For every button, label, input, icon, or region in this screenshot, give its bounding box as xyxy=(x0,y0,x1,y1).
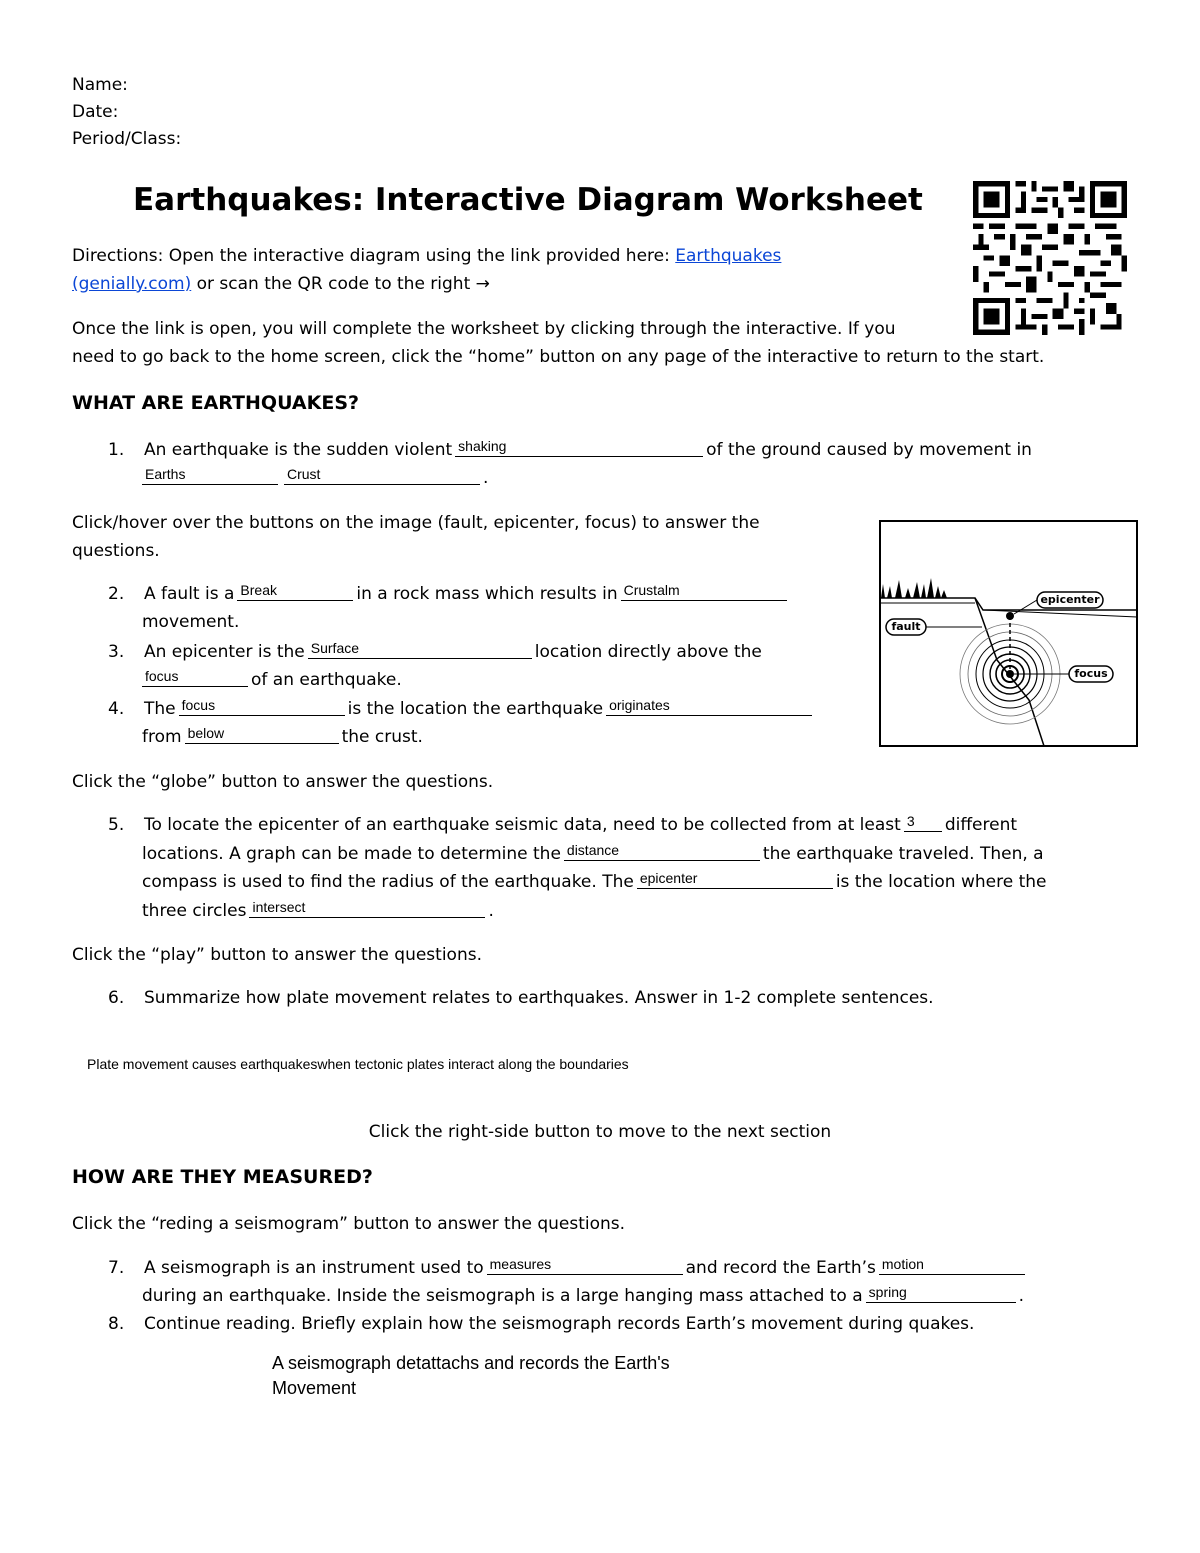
answer-text: Earths xyxy=(145,466,186,482)
answer-text: focus xyxy=(145,668,179,684)
question-text: An epicenter is the xyxy=(144,642,305,662)
question-text: A seismograph is an instrument used to xyxy=(144,1258,484,1278)
answer-blank[interactable] xyxy=(904,813,942,832)
answer-text: distance xyxy=(566,842,620,858)
question-text: of the ground caused by movement in xyxy=(706,440,1032,460)
hover-instruction-line1: Click/hover over the buttons on the image (fault, epicenter, focus) to answer the xyxy=(72,513,760,533)
answer-blank[interactable] xyxy=(606,697,812,716)
question-text: of an earthquake. xyxy=(251,670,402,690)
answer-text: focus xyxy=(181,697,216,713)
punctuation: . xyxy=(1018,1286,1025,1306)
answer-blank[interactable] xyxy=(284,466,480,485)
question-number: 5. xyxy=(108,815,125,835)
question-text: the crust. xyxy=(341,727,423,747)
answer-blank[interactable] xyxy=(308,640,532,659)
question-5-line4 xyxy=(142,897,494,925)
question-1-line1 xyxy=(72,436,1032,464)
question-text: locations. A graph can be made to determine the xyxy=(142,844,561,864)
question-7-line2 xyxy=(142,1282,1024,1310)
answer-blank[interactable] xyxy=(142,466,278,485)
answer-text: shaking xyxy=(458,438,507,454)
focus-label-button[interactable]: focus xyxy=(1074,667,1108,680)
directions-text: Directions: Open the interactive diagram using the link provided here: xyxy=(72,246,676,266)
earthquakes-link[interactable]: Earthquakes xyxy=(675,246,782,266)
question-text: the earthquake traveled. Then, a xyxy=(762,844,1044,864)
question-text: The xyxy=(144,699,176,719)
answer-blank[interactable] xyxy=(185,725,339,744)
answer-text: motion xyxy=(881,1256,924,1272)
answer-blank[interactable] xyxy=(179,697,345,716)
question-2-line2: movement. xyxy=(142,612,240,632)
question-text: and record the Earth’s xyxy=(685,1258,876,1278)
question-8-answer[interactable] xyxy=(272,1351,670,1401)
answer-text: measures xyxy=(489,1256,552,1272)
seismogram-instruction: Click the “reding a seismogram” button to answer the questions. xyxy=(72,1214,626,1234)
section-heading-what-are-earthquakes: WHAT ARE EARTHQUAKES? xyxy=(72,392,360,414)
question-number: 7. xyxy=(108,1258,125,1278)
globe-instruction: Click the “globe” button to answer the questions. xyxy=(72,772,494,792)
directions-text-after: or scan the QR code to the right → xyxy=(191,274,490,294)
answer-blank[interactable] xyxy=(487,1256,683,1275)
question-text: To locate the epicenter of an earthquake seismic data, need to be collected from at least xyxy=(144,815,901,835)
answer-text: intersect xyxy=(252,899,306,915)
answer-blank[interactable] xyxy=(455,438,703,457)
answer-blank[interactable] xyxy=(866,1284,1016,1303)
question-text: three circles xyxy=(142,901,247,921)
answer-text: originates xyxy=(609,697,670,713)
question-text: during an earthquake. Inside the seismograph is a large hanging mass attached to a xyxy=(142,1286,863,1306)
epicenter-label-button[interactable]: epicenter xyxy=(1040,593,1100,606)
question-text: in a rock mass which results in xyxy=(356,584,618,604)
answer-blank[interactable] xyxy=(621,582,787,601)
answer-blank[interactable] xyxy=(237,582,353,601)
question-3-line2 xyxy=(139,666,402,694)
question-number: 3. xyxy=(108,642,125,662)
instructions-line1: Once the link is open, you will complete the worksheet by clicking through the interactive. If you xyxy=(72,319,896,339)
question-text: compass is used to find the radius of the earthquake. The xyxy=(142,872,634,892)
answer-line: A seismograph detattachs and records the Earth's xyxy=(272,1353,670,1373)
question-text: is the location the earthquake xyxy=(347,699,604,719)
fault-label-button[interactable]: fault xyxy=(891,620,921,633)
question-number: 8. xyxy=(108,1314,125,1334)
directions-line2 xyxy=(72,270,490,298)
section-heading-how-are-they-measured: HOW ARE THEY MEASURED? xyxy=(72,1166,373,1188)
qr-code-icon[interactable] xyxy=(972,181,1128,335)
play-instruction: Click the “play” button to answer the questions. xyxy=(72,945,482,965)
answer-blank[interactable] xyxy=(142,668,248,687)
question-number: 2. xyxy=(108,584,125,604)
question-6-answer[interactable]: Plate movement causes earthquakeswhen tectonic plates interact along the boundaries xyxy=(87,1056,629,1072)
answer-text: below xyxy=(187,725,225,741)
answer-text: 3 xyxy=(906,813,915,829)
question-text: different xyxy=(944,815,1018,835)
answer-blank[interactable] xyxy=(249,899,485,918)
earthquake-diagram xyxy=(879,520,1137,746)
answer-text: Crust xyxy=(287,466,321,482)
date-label: Date: xyxy=(72,102,119,122)
question-5-line1 xyxy=(72,811,1017,839)
question-7-line1 xyxy=(72,1254,1028,1282)
question-1-line2 xyxy=(139,464,488,492)
question-text: is the location where the xyxy=(835,872,1047,892)
answer-blank[interactable] xyxy=(564,842,760,861)
answer-text: Crustalm xyxy=(623,582,680,598)
name-label: Name: xyxy=(72,75,128,95)
answer-text: Break xyxy=(240,582,277,598)
question-number: 1. xyxy=(108,440,125,460)
question-3-line1 xyxy=(72,638,762,666)
question-2-line1 xyxy=(72,580,790,608)
question-4-line1 xyxy=(72,695,815,723)
question-5-line2 xyxy=(142,840,1044,868)
question-5-line3 xyxy=(142,868,1047,896)
hover-instruction-line2: questions. xyxy=(72,541,160,561)
question-number: 6. xyxy=(108,988,125,1008)
directions-line1 xyxy=(72,242,781,270)
punctuation: . xyxy=(488,901,494,921)
punctuation: . xyxy=(483,468,489,488)
question-number: 4. xyxy=(108,699,125,719)
genially-link[interactable]: (genially.com) xyxy=(72,274,192,294)
question-text: A fault is a xyxy=(144,584,235,604)
question-text: location directly above the xyxy=(534,642,762,662)
question-6 xyxy=(72,984,934,1012)
answer-text: epicenter xyxy=(639,870,698,886)
answer-line: Movement xyxy=(272,1378,357,1398)
question-8 xyxy=(72,1310,974,1338)
question-text: Summarize how plate movement relates to earthquakes. Answer in 1-2 complete sentences. xyxy=(144,988,934,1008)
period-class-label: Period/Class: xyxy=(72,129,182,149)
answer-blank[interactable] xyxy=(879,1256,1025,1275)
next-section-instruction: Click the right-side button to move to the next section xyxy=(368,1122,832,1142)
answer-text: spring xyxy=(868,1284,907,1300)
question-text: Continue reading. Briefly explain how the seismograph records Earth’s movement during quakes. xyxy=(144,1314,975,1334)
instructions-line2: need to go back to the home screen, click the “home” button on any page of the interactive to return to the start. xyxy=(72,347,1045,367)
question-text: An earthquake is the sudden violent xyxy=(144,440,453,460)
answer-blank[interactable] xyxy=(637,870,833,889)
answer-text: Surface xyxy=(310,640,360,656)
question-text: from xyxy=(142,727,182,747)
page-title: Earthquakes: Interactive Diagram Worksheet xyxy=(133,182,923,218)
question-4-line2 xyxy=(142,723,423,751)
